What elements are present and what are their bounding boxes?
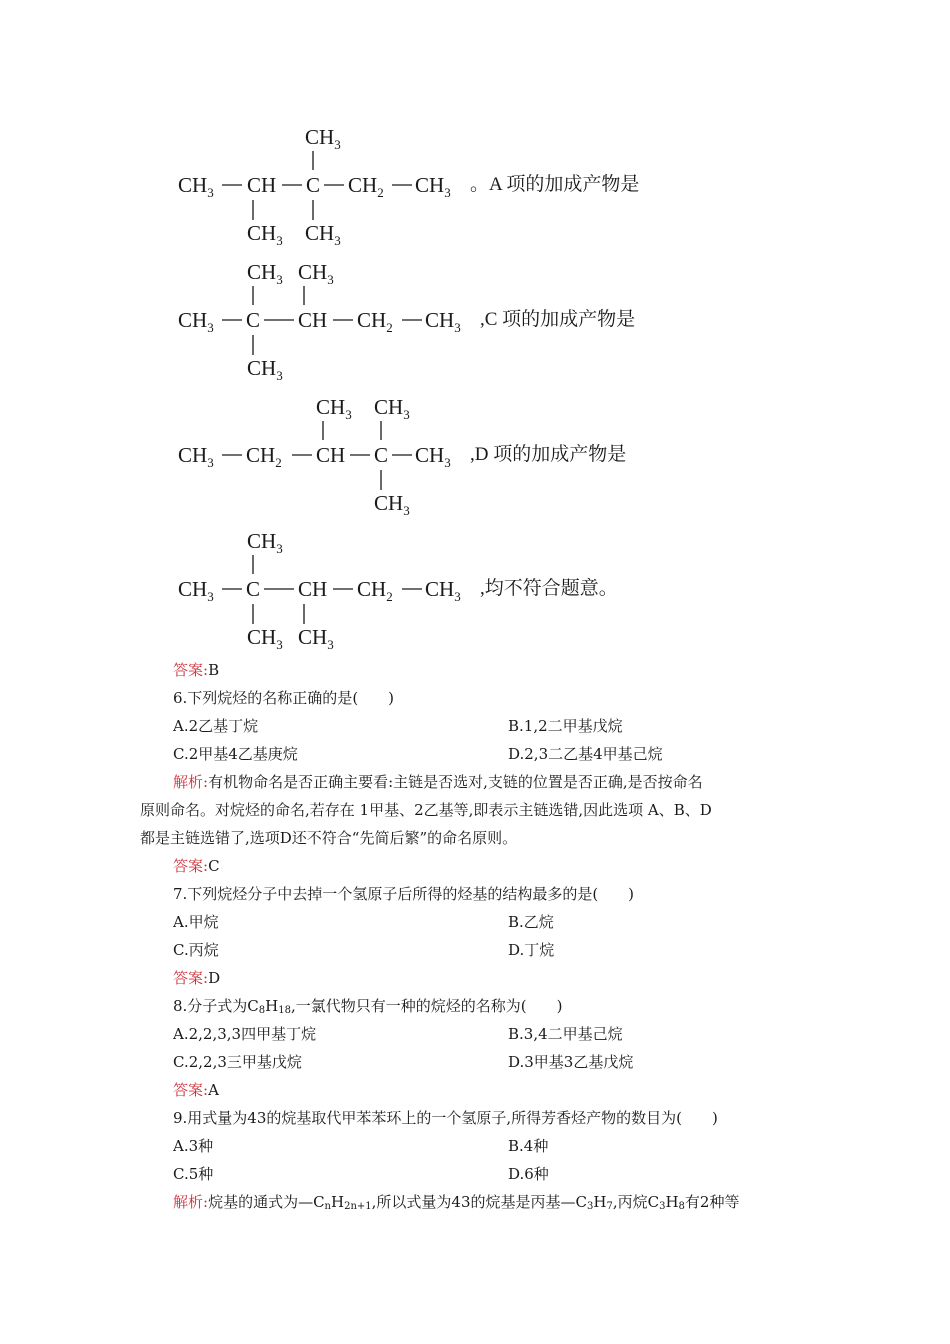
question-6-stem: 6.下列烷烃的名称正确的是( ) xyxy=(173,689,395,707)
q6-option-b: B.1,2二甲基戊烷 xyxy=(508,717,623,735)
q9-option-c: C.5种 xyxy=(173,1165,214,1183)
svg-text:CH3: $CH_3$ xyxy=(247,625,283,652)
q8-option-a: A.2,2,3,3四甲基丁烷 xyxy=(173,1025,317,1043)
structure-caption: ,C 项的加成产物是 xyxy=(480,309,636,330)
svg-text:CH2: $CH_2$ xyxy=(357,308,393,335)
q7-option-c: C.丙烷 xyxy=(173,941,219,959)
svg-text:CH3: $CH_3$ xyxy=(415,443,451,470)
svg-text:CH3: $CH_3$ xyxy=(374,491,410,518)
question-8-stem: 8.分子式为C8H18,一氯代物只有一种的烷烃的名称为( ) xyxy=(173,997,563,1016)
q9-option-d: D.6种 xyxy=(508,1165,549,1183)
svg-text:CH: CH xyxy=(298,577,328,601)
svg-text:CH3: $CH_3$ xyxy=(178,308,214,335)
question-9-stem: 9.用式量为43的烷基取代甲苯苯环上的一个氢原子,所得芳香烃产物的数目为( ) xyxy=(173,1109,718,1127)
svg-text:CH3: $CH_3$ xyxy=(374,395,410,422)
svg-text:CH2: $CH_2$ xyxy=(348,173,384,200)
answer-6: 答案:C xyxy=(173,857,220,875)
structural-formula-3 xyxy=(0,390,700,520)
svg-text:C: C xyxy=(306,173,321,197)
svg-text:CH3: $CH_3$ xyxy=(415,173,451,200)
svg-text:CH: CH xyxy=(298,308,328,332)
q9-option-b: B.4种 xyxy=(508,1137,549,1155)
svg-text:CH3: $CH_3$ xyxy=(178,443,214,470)
structural-formula-4 xyxy=(0,524,700,654)
question-7-stem: 7.下列烷烃分子中去掉一个氢原子后所得的烃基的结构最多的是( ) xyxy=(173,885,635,903)
answer-5: 答案:B xyxy=(173,661,220,679)
svg-text:CH3: $CH_3$ xyxy=(316,395,352,422)
main-chain: $CH_3$ xyxy=(178,173,214,200)
q8-option-b: B.3,4二甲基己烷 xyxy=(508,1025,623,1043)
q9-explanation-1: 解析:烷基的通式为—CnH2n+1,所以式量为43的烷基是丙基—C3H7,丙烷C3H8有2种等 xyxy=(173,1193,740,1212)
q8-option-c: C.2,2,3三甲基戊烷 xyxy=(173,1053,302,1071)
ch3-top: $CH_3$ xyxy=(305,125,341,152)
q7-option-a: A.甲烷 xyxy=(173,913,219,931)
svg-text:C: C xyxy=(374,443,389,467)
structural-formula-2 xyxy=(0,255,700,385)
svg-text:CH2: $CH_2$ xyxy=(357,577,393,604)
svg-text:CH3: $CH_3$ xyxy=(247,356,283,383)
svg-text:CH: CH xyxy=(316,443,346,467)
structure-caption: 。A 项的加成产物是 xyxy=(470,174,640,195)
structural-formula-1 xyxy=(0,120,700,250)
q8-option-d: D.3甲基3乙基戊烷 xyxy=(508,1053,634,1071)
svg-text:CH3: $CH_3$ xyxy=(425,577,461,604)
svg-text:C: C xyxy=(246,308,261,332)
answer-8: 答案:A xyxy=(173,1081,219,1099)
q6-option-d: D.2,3二乙基4甲基己烷 xyxy=(508,745,663,763)
svg-text:CH3: $CH_3$ xyxy=(305,221,341,248)
q7-option-b: B.乙烷 xyxy=(508,913,554,931)
answer-7: 答案:D xyxy=(173,969,221,987)
svg-text:CH3: $CH_3$ xyxy=(178,577,214,604)
svg-text:CH: CH xyxy=(247,173,277,197)
q6-explanation-3: 都是主链选错了,选项D还不符合“先简后繁”的命名原则。 xyxy=(140,829,518,847)
svg-text:C: C xyxy=(246,577,261,601)
svg-text:CH3: $CH_3$ xyxy=(247,529,283,556)
svg-text:CH3: $CH_3$ xyxy=(298,260,334,287)
svg-text:CH3: $CH_3$ xyxy=(247,260,283,287)
svg-text:CH3: $CH_3$ xyxy=(247,221,283,248)
q6-explanation-1: 解析:有机物命名是否正确主要看:主链是否选对,支链的位置是否正确,是否按命名 xyxy=(173,773,703,791)
q6-option-c: C.2甲基4乙基庚烷 xyxy=(173,745,298,763)
q6-option-a: A.2乙基丁烷 xyxy=(173,717,259,735)
q9-option-a: A.3种 xyxy=(173,1137,214,1155)
q7-option-d: D.丁烷 xyxy=(508,941,555,959)
svg-text:CH2: $CH_2$ xyxy=(246,443,282,470)
svg-text:CH3: $CH_3$ xyxy=(298,625,334,652)
structure-caption: ,D 项的加成产物是 xyxy=(470,444,627,465)
svg-text:CH3: $CH_3$ xyxy=(425,308,461,335)
structure-caption: ,均不符合题意。 xyxy=(480,578,618,599)
q6-explanation-2: 原则命名。对烷烃的命名,若存在 1甲基、2乙基等,即表示主链选错,因此选项 A、B、D xyxy=(140,801,712,819)
